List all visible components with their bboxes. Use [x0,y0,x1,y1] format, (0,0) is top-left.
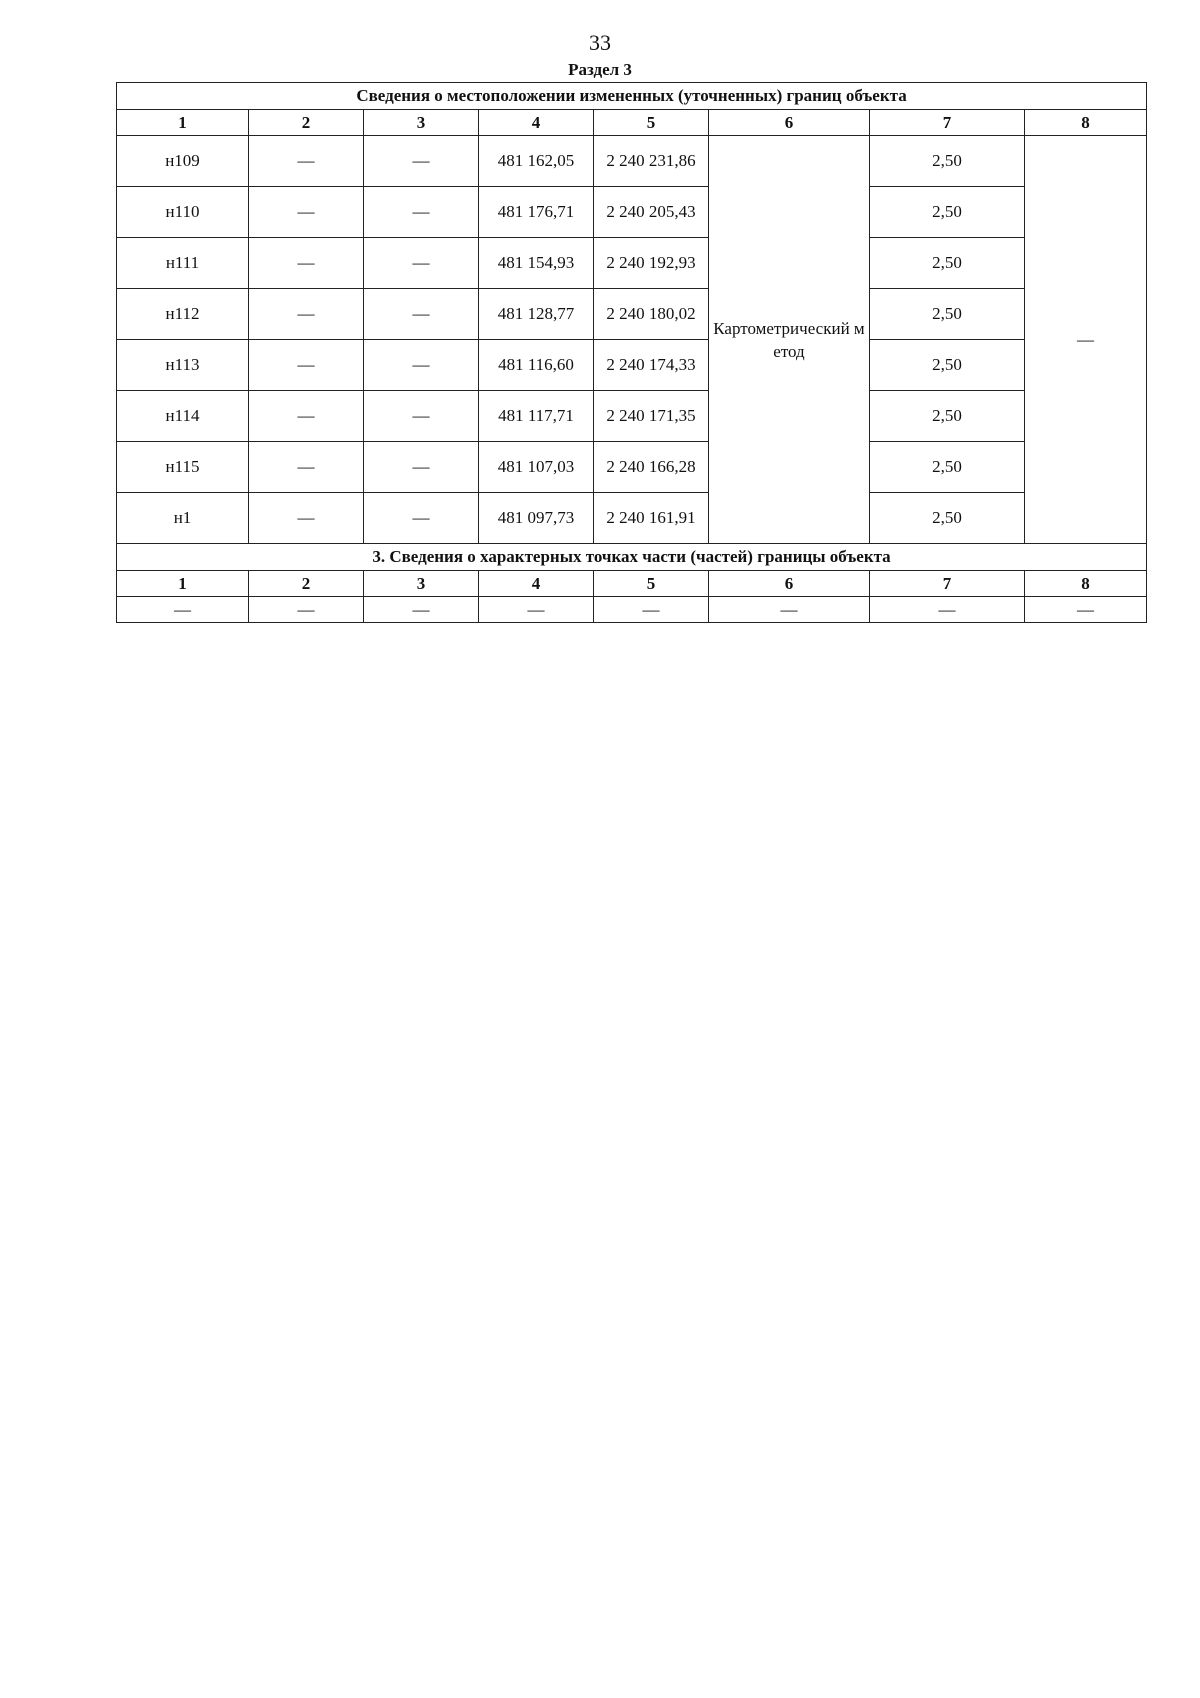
coord-y: 2 240 166,28 [594,442,709,493]
method-cell: Картометрический метод [709,136,870,544]
coord-y: 2 240 192,93 [594,238,709,289]
cell-dash: — [364,442,479,493]
accuracy: 2,50 [870,136,1025,187]
coord-x: 481 128,77 [479,289,594,340]
point-name: н109 [117,136,249,187]
column-number-row [117,110,1147,136]
column-number: 7 [870,571,1025,597]
col8-cell: — [1025,136,1147,544]
point-name: н1 [117,493,249,544]
cell-dash: — [870,597,1025,623]
boundary-table [116,82,1147,623]
point-name: н115 [117,442,249,493]
column-number: 1 [117,110,249,136]
cell-dash: — [249,238,364,289]
coord-y: 2 240 171,35 [594,391,709,442]
cell-dash: — [364,187,479,238]
table-row [117,493,1147,544]
accuracy: 2,50 [870,238,1025,289]
table-row [117,289,1147,340]
coord-x: 481 107,03 [479,442,594,493]
cell-dash: — [117,597,249,623]
column-number: 4 [479,110,594,136]
point-name: н113 [117,340,249,391]
table-heading: Сведения о местоположении измененных (уточненных) границ объекта [117,83,1147,110]
column-number: 2 [249,110,364,136]
column-number: 3 [364,571,479,597]
column-number: 6 [709,110,870,136]
page-number: 33 [589,30,611,55]
cell-dash: — [249,340,364,391]
table-heading-row [117,83,1147,110]
table-row [117,187,1147,238]
table-row [117,136,1147,187]
part-table-row [117,597,1147,623]
cell-dash: — [249,391,364,442]
table-row [117,442,1147,493]
cell-dash: — [479,597,594,623]
coord-x: 481 116,60 [479,340,594,391]
part-table-heading-row [117,544,1147,571]
cell-dash: — [249,136,364,187]
column-number: 3 [364,110,479,136]
cell-dash: — [594,597,709,623]
column-number: 2 [249,571,364,597]
column-number: 6 [709,571,870,597]
point-name: н112 [117,289,249,340]
table-row [117,340,1147,391]
point-name: н114 [117,391,249,442]
coord-x: 481 176,71 [479,187,594,238]
cell-dash: — [249,187,364,238]
accuracy: 2,50 [870,340,1025,391]
accuracy: 2,50 [870,493,1025,544]
cell-dash: — [364,238,479,289]
cell-dash: — [249,442,364,493]
coord-y: 2 240 174,33 [594,340,709,391]
accuracy: 2,50 [870,442,1025,493]
cell-dash: — [364,340,479,391]
column-number: 5 [594,571,709,597]
coord-x: 481 097,73 [479,493,594,544]
part-column-number-row [117,571,1147,597]
cell-dash: — [364,136,479,187]
point-name: н111 [117,238,249,289]
cell-dash: — [1025,597,1147,623]
coord-x: 481 117,71 [479,391,594,442]
cell-dash: — [364,289,479,340]
section-title: Раздел 3 [568,60,632,79]
coord-y: 2 240 161,91 [594,493,709,544]
coord-y: 2 240 231,86 [594,136,709,187]
table-row [117,391,1147,442]
column-number: 8 [1025,571,1147,597]
cell-dash: — [249,597,364,623]
column-number: 1 [117,571,249,597]
point-name: н110 [117,187,249,238]
cell-dash: — [364,493,479,544]
cell-dash: — [364,391,479,442]
column-number: 5 [594,110,709,136]
accuracy: 2,50 [870,187,1025,238]
coord-x: 481 154,93 [479,238,594,289]
table-row [117,238,1147,289]
column-number: 8 [1025,110,1147,136]
cell-dash: — [709,597,870,623]
cell-dash: — [364,597,479,623]
coord-y: 2 240 205,43 [594,187,709,238]
cell-dash: — [249,493,364,544]
accuracy: 2,50 [870,391,1025,442]
column-number: 4 [479,571,594,597]
part-table-heading: 3. Сведения о характерных точках части (частей) границы объекта [117,544,1147,571]
column-number: 7 [870,110,1025,136]
coord-x: 481 162,05 [479,136,594,187]
coord-y: 2 240 180,02 [594,289,709,340]
accuracy: 2,50 [870,289,1025,340]
cell-dash: — [249,289,364,340]
